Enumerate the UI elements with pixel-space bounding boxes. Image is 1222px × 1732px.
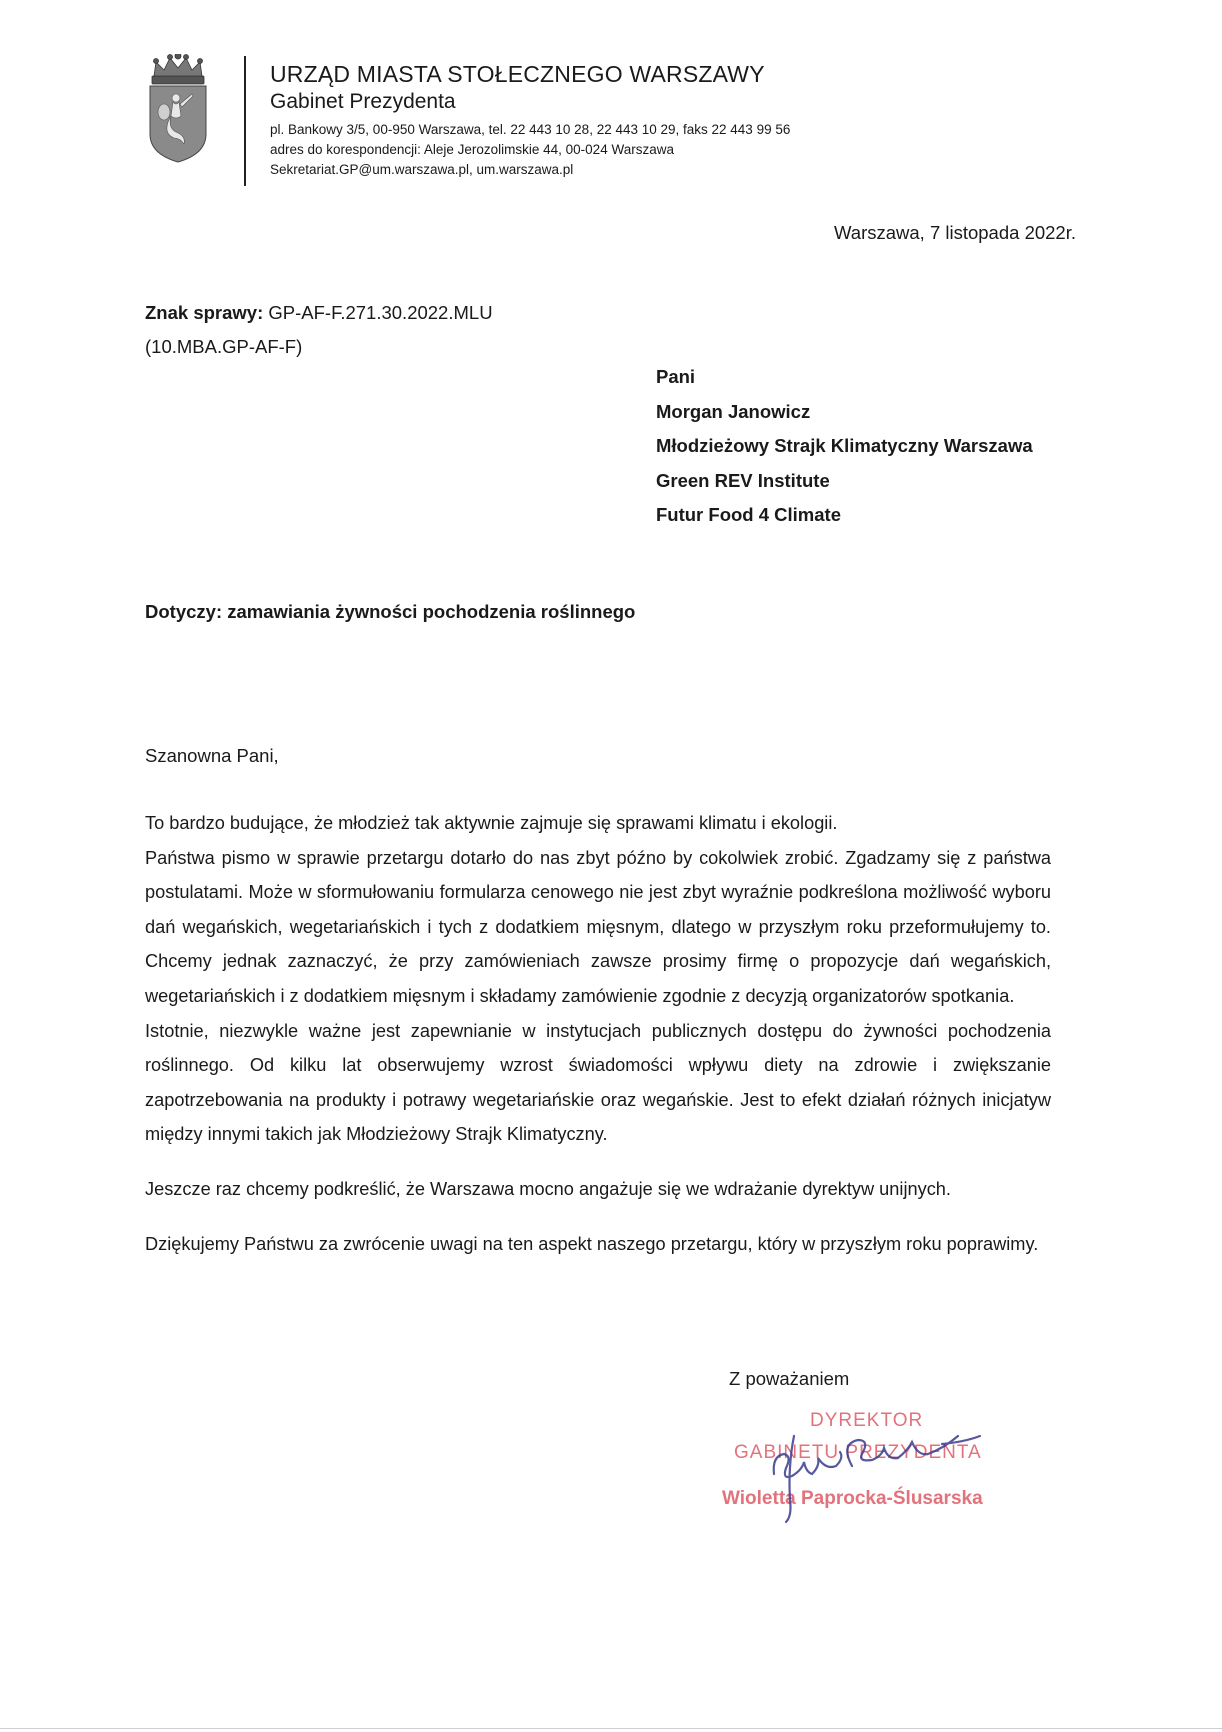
salutation: Szanowna Pani, [145, 745, 279, 766]
letter-subject: Dotyczy: zamawiania żywności pochodzenia roślinnego [145, 601, 636, 622]
body-paragraph: Jeszcze raz chcemy podkreślić, że Warszawa mocno angażuje się we wdrażanie dyrektyw unijnych. [145, 1178, 951, 1199]
recipient-name: Morgan Janowicz [656, 400, 811, 422]
svg-text:Wioletta Paprocka-Ślusarska: Wioletta Paprocka-Ślusarska [722, 1488, 983, 1509]
letterhead [270, 60, 790, 180]
case-reference [145, 296, 493, 364]
recipient-org: Młodzieżowy Strajk Klimatyczny Warszawa [656, 435, 1033, 456]
recipient-title: Pani [656, 366, 696, 387]
case-label: Znak sprawy: [145, 302, 264, 323]
body-paragraph: To bardzo budujące, że młodzież tak aktywnie zajmuje się sprawami klimatu i ekologii. [145, 813, 838, 833]
body-paragraph: Państwa pismo w sprawie przetargu dotarło do nas zbyt późno by cokolwiek zrobić. Zgadzamy się z państwa postulatami. Może w sformułowaniu formularza cenowego nie jest zbyt wyraźnie podkreślona możliwość wyboru dań wegańskich, wegetariańskich i tych z dodatkiem mięsnym, dlatego w przyszłym roku przeformułujemy to. Chcemy jednak zaznaczyć, że przy zamówieniach zawsze prosimy firmę o propozycje dań wegańskich, wegetariańskich i z dodatkiem mięsnym i składamy zamówienie zgodnie z decyzją organizatorów spotkania. [145, 847, 1051, 1006]
case-internal-ref: (10.MBA.GP-AF-F) [145, 336, 303, 357]
svg-text:GABINETU PREZYDENTA: GABINETU PREZYDENTA [734, 1442, 982, 1463]
case-number: GP-AF-F.271.30.2022.MLU [268, 302, 493, 323]
closing-phrase: Z poważaniem [729, 1368, 850, 1389]
svg-text:DYREKTOR: DYREKTOR [810, 1410, 924, 1431]
body-paragraph: Istotnie, niezwykle ważne jest zapewnianie w instytucjach publicznych dostępu do żywności pochodzenia roślinnego. Od kilku lat obserwujemy wzrost świadomości wpływu diety na zdrowie i zwiększanie zapotrzebowania na produkty i potrawy wegetariańskie oraz wegańskie. Jest to efekt działań różnych inicjatyw między innymi takich jak Młodzieżowy Strajk Klimatyczny. [145, 1020, 1051, 1145]
organization-name: URZĄD MIASTA STOŁECZNEGO WARSZAWY [270, 61, 765, 87]
recipient-org: Green REV Institute [656, 469, 830, 491]
page-edge-line [0, 1728, 1222, 1729]
letter-body [145, 806, 1051, 1261]
signature-stamp [712, 1396, 1012, 1526]
recipient-org: Futur Food 4 Climate [656, 504, 841, 525]
address-line: pl. Bankowy 3/5, 00-950 Warszawa, tel. 22 443 10 28, 22 443 10 29, faks 22 443 99 56 [270, 122, 791, 137]
contact-line: Sekretariat.GP@um.warszawa.pl, um.warszawa.pl [270, 162, 574, 177]
correspondence-address: adres do korespondencji: Aleje Jerozolimskie 44, 00-024 Warszawa [270, 142, 674, 157]
warsaw-coat-of-arms-icon [146, 54, 210, 164]
recipient-block [656, 360, 1033, 533]
letterhead-divider [244, 56, 246, 186]
letter-date: Warszawa, 7 listopada 2022r. [834, 222, 1076, 243]
department-name: Gabinet Prezydenta [270, 90, 456, 113]
body-paragraph: Dziękujemy Państwu za zwrócenie uwagi na ten aspekt naszego przetargu, który w przyszłym roku poprawimy. [145, 1233, 1039, 1254]
